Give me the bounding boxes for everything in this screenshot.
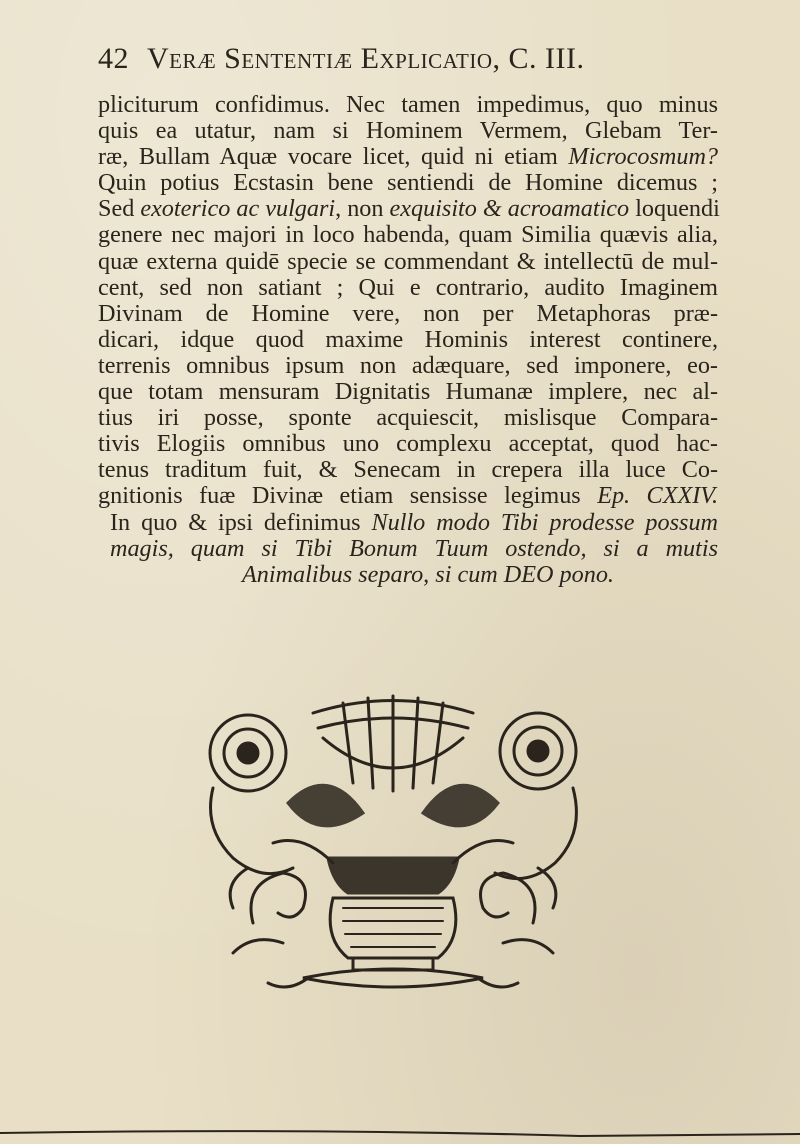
text-line: cent, sed non satiant ; Qui e contrario, audito Imaginem	[98, 273, 718, 301]
bottom-edge-shadow	[0, 1128, 800, 1138]
text-line: ræ, Bullam Aquæ vocare licet, quid ni etiam Microcosmum?	[98, 143, 718, 171]
text-line: genere nec majori in loco habenda, quam Similia quævis alia,	[98, 221, 718, 249]
running-head	[98, 42, 698, 76]
text-line: gnitionis fuæ Divinæ etiam sensisse legimus Ep. CXXIV.	[98, 482, 718, 510]
text-line: que totam mensuram Dignitatis Humanæ implere, nec al-	[98, 378, 718, 406]
text-line: quæ externa quidē specie se commendant & intellectū de mul-	[98, 247, 718, 275]
text-line: tivis Elogiis omnibus uno complexu acceptat, quod hac-	[98, 430, 718, 458]
text-line: In quo & ipsi definimus Nullo modo Tibi prodesse possum	[110, 508, 719, 536]
floral-vase-ornament	[193, 693, 593, 1005]
text-line: Divinam de Homine vere, non per Metaphoras præ-	[98, 299, 718, 327]
text-line: Sed exoterico ac vulgari, non exquisito & acroamatico loquendi	[98, 195, 720, 223]
page-number: 42	[98, 42, 129, 75]
text-line: Animalibus separo, si cum DEO pono.	[242, 560, 614, 588]
body-text	[98, 92, 718, 588]
text-line: quis ea utatur, nam si Hominem Vermem, Glebam Ter-	[98, 117, 718, 145]
text-line: terrenis omnibus ipsum non adæquare, sed imponere, eo-	[98, 351, 718, 379]
running-title: Veræ Sententiæ Explicatio, C. III.	[147, 42, 585, 75]
text-line: magis, quam si Tibi Bonum Tuum ostendo, si a mutis	[110, 534, 718, 562]
text-line: dicari, idque quod maxime Hominis interest continere,	[98, 325, 718, 353]
text-line: tenus traditum fuit, & Senecam in crepera illa luce Co-	[98, 456, 718, 484]
text-line: tius iri posse, sponte acquiescit, mislisque Compara-	[98, 404, 718, 432]
text-line: Quin potius Ecstasin bene sentiendi de Homine dicemus ;	[98, 169, 718, 197]
text-line: pliciturum confidimus. Nec tamen impedimus, quo minus	[98, 91, 718, 118]
